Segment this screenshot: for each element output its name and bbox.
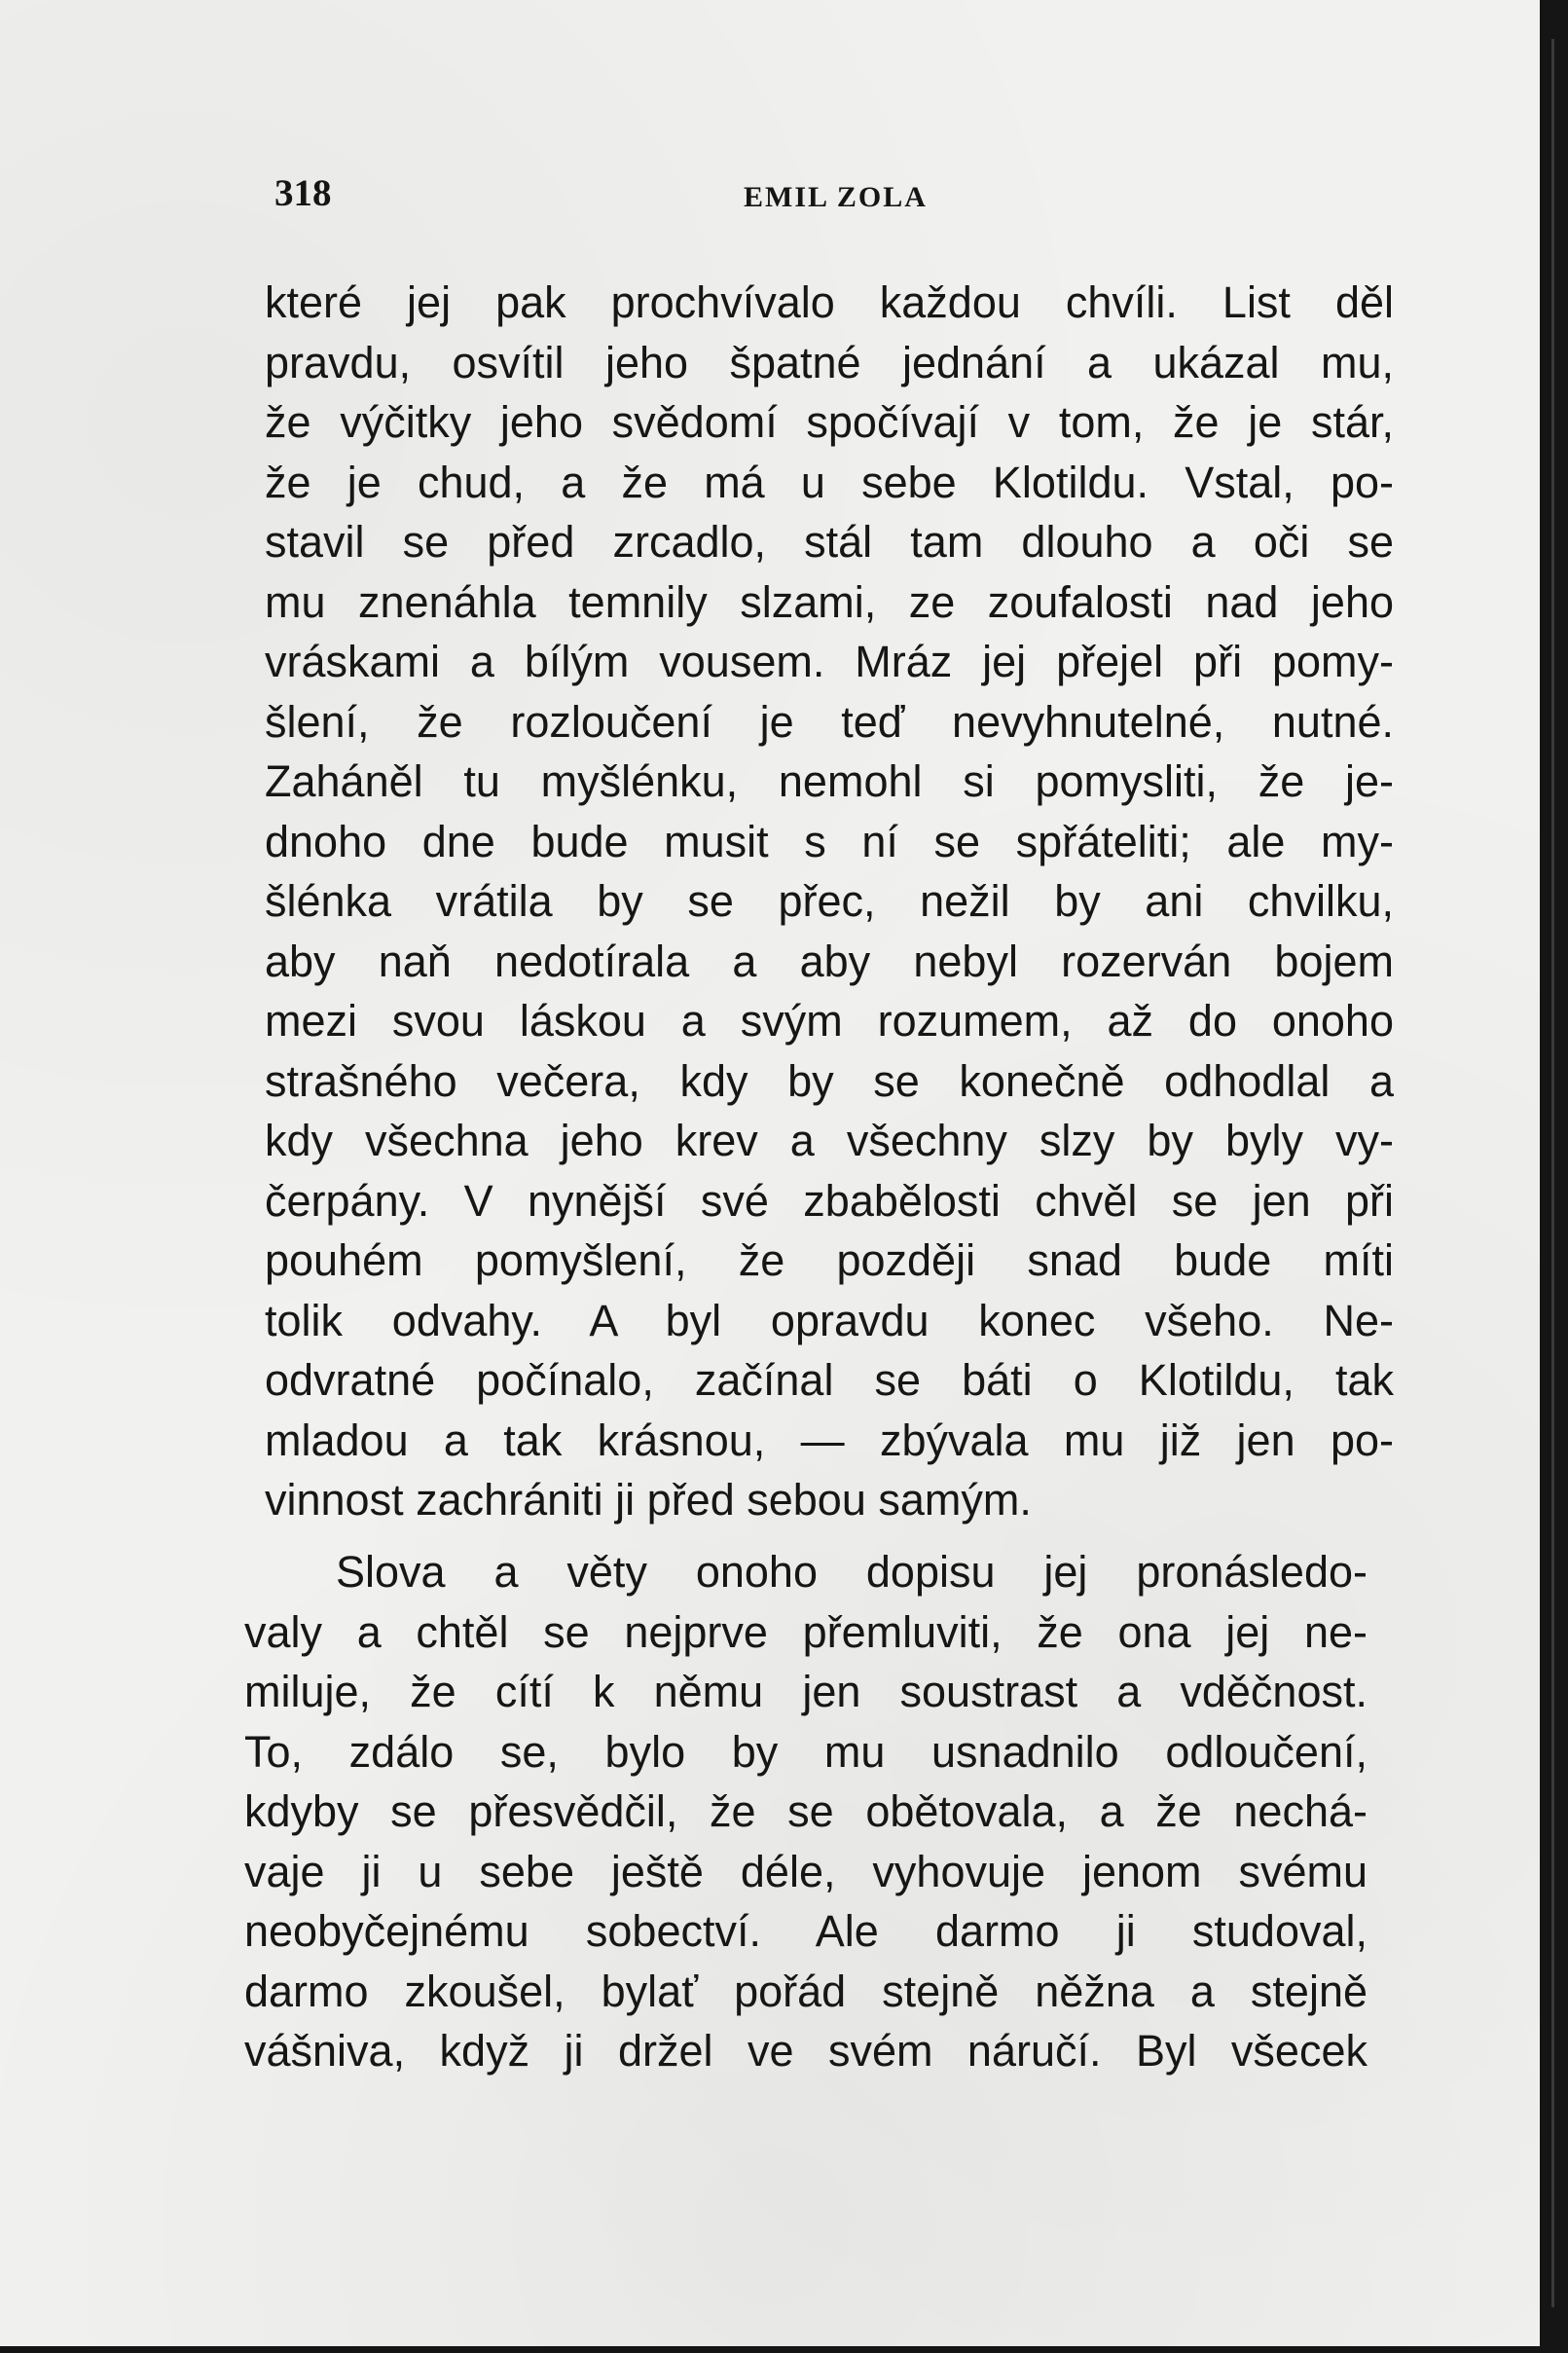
text-line: valy a chtěl se nejprve přemluviti, že ona jej ne- bbox=[244, 1606, 1367, 1657]
text-line: vráskami a bílým vousem. Mráz jej přejel při pomy- bbox=[265, 637, 1394, 686]
text-line: vinnost zachrániti ji před sebou samým. bbox=[265, 1475, 1032, 1525]
text-line: šlénka vrátila by se přec, nežil by ani chvilku, bbox=[265, 876, 1394, 926]
text-line: kdyby se přesvědčil, že se obětovala, a že nechá- bbox=[244, 1786, 1367, 1836]
text-line: miluje, že cítí k němu jen soustrast a vděčnost. bbox=[244, 1667, 1367, 1716]
text-line: mezi svou láskou a svým rozumem, až do onoho bbox=[265, 996, 1394, 1046]
text-line: Slova a věty onoho dopisu jej pronásledo- bbox=[336, 1547, 1367, 1597]
text-line: vášniva, když ji držel ve svém náručí. Byl všecek bbox=[244, 2026, 1367, 2076]
text-line: dnoho dne bude musit s ní se spřáteliti; ale my- bbox=[265, 816, 1394, 866]
text-line: kdy všechna jeho krev a všechny slzy by byly vy- bbox=[265, 1116, 1394, 1165]
text-line: vaje ji u sebe ještě déle, vyhovuje jenom svému bbox=[244, 1846, 1367, 1896]
text-line: odvratné počínalo, začínal se báti o Klotildu, tak bbox=[265, 1355, 1394, 1405]
text-line: strašného večera, kdy by se konečně odhodlal a bbox=[265, 1055, 1394, 1106]
text-line: že je chud, a že má u sebe Klotildu. Vstal, po- bbox=[265, 457, 1394, 507]
text-line: pravdu, osvítil jeho špatné jednání a ukázal mu, bbox=[265, 337, 1394, 387]
text-line: Zaháněl tu myšlénku, nemohl si pomysliti, že je- bbox=[265, 756, 1394, 806]
page-header bbox=[274, 171, 1404, 230]
running-head: EMIL ZOLA bbox=[744, 181, 928, 213]
text-line: aby naň nedotírala a aby nebyl rozerván bojem bbox=[265, 936, 1394, 986]
text-line: darmo zkoušel, bylať pořád stejně něžna a stejně bbox=[244, 1966, 1367, 2016]
text-line: čerpány. V nynější své zbabělosti chvěl se jen při bbox=[265, 1175, 1394, 1226]
book-spine-edge bbox=[1540, 0, 1568, 2353]
text-line: stavil se před zrcadlo, stál tam dlouho a oči se bbox=[265, 517, 1394, 567]
text-line: které jej pak prochvívalo každou chvíli. List děl bbox=[265, 277, 1394, 327]
text-line: neobyčejnému sobectví. Ale darmo ji studoval, bbox=[244, 1906, 1367, 1956]
text-line: že výčitky jeho svědomí spočívají v tom, že je stár, bbox=[265, 397, 1394, 447]
text-line: tolik odvahy. A byl opravdu konec všeho. Ne- bbox=[265, 1295, 1394, 1345]
text-line: pouhém pomyšlení, že později snad bude míti bbox=[265, 1235, 1394, 1285]
text-line: To, zdálo se, bylo by mu usnadnilo odloučení, bbox=[244, 1726, 1367, 1777]
paragraph-1 bbox=[265, 273, 1394, 1530]
page-number: 318 bbox=[274, 172, 332, 214]
text-line: mladou a tak krásnou, — zbývala mu již jen po- bbox=[265, 1415, 1394, 1465]
spine-line bbox=[1551, 39, 1554, 2307]
text-line: šlení, že rozloučení je teď nevyhnutelné, nutné. bbox=[265, 696, 1394, 747]
paragraph-2 bbox=[244, 1542, 1367, 2081]
text-line: mu znenáhla temnily slzami, ze zoufalosti nad jeho bbox=[265, 576, 1394, 627]
